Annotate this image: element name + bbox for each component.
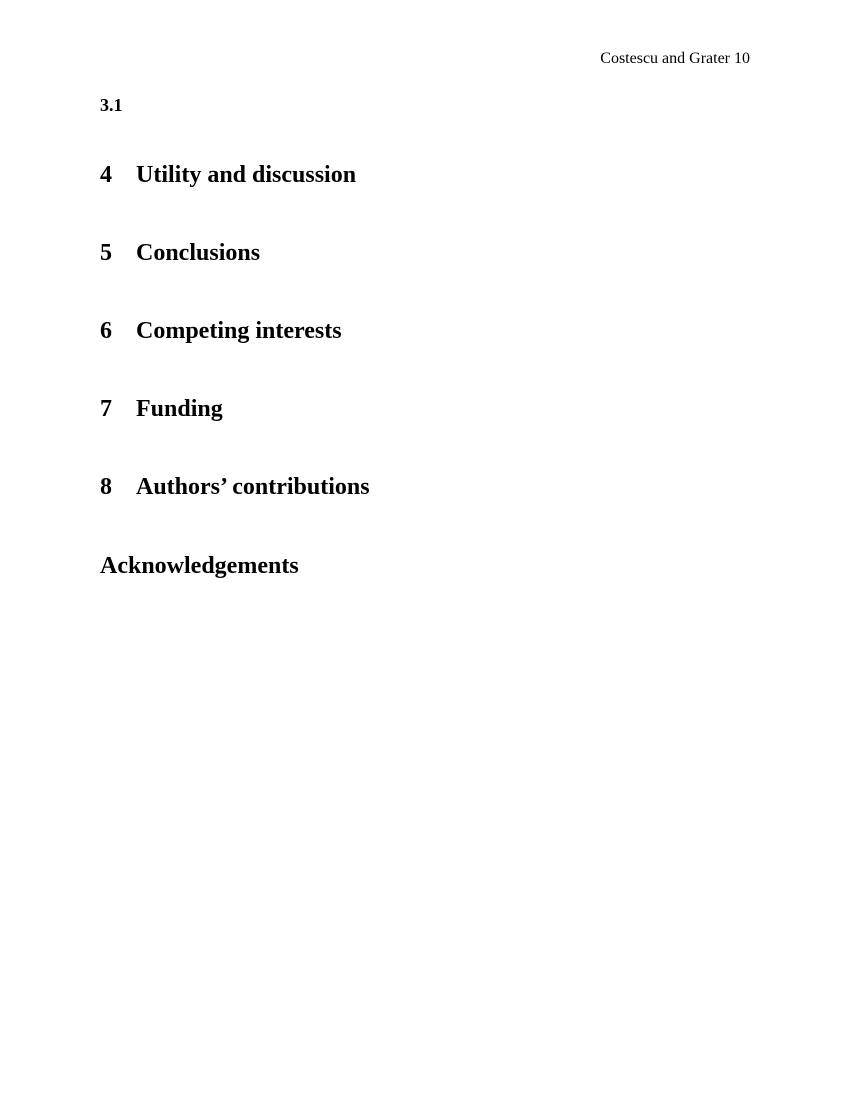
section-number: 4 [100, 162, 112, 188]
section-title: Utility and discussion [136, 162, 357, 188]
subsection-heading-3-1: 3.1 [100, 95, 123, 115]
section-heading-6 [100, 317, 342, 345]
section-number: 7 [100, 396, 112, 422]
acknowledgements-heading: Acknowledgements [100, 553, 299, 579]
section-number: 6 [100, 318, 112, 344]
section-title: Funding [136, 396, 223, 422]
section-heading-4 [100, 161, 356, 189]
section-title: Competing interests [136, 318, 342, 344]
section-heading-8 [100, 473, 370, 501]
running-header: Costescu and Grater 10 [600, 50, 750, 67]
section-title: Authors’ contributions [136, 474, 370, 500]
section-heading-7 [100, 395, 223, 423]
section-title: Conclusions [136, 240, 261, 266]
section-number: 8 [100, 474, 112, 500]
section-heading-5 [100, 239, 260, 267]
section-number: 5 [100, 240, 112, 266]
